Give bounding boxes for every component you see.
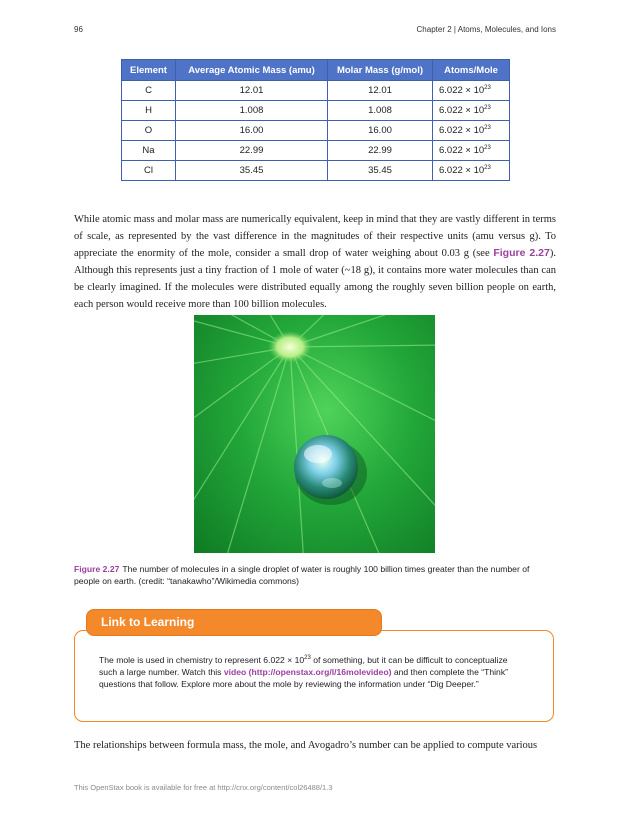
paragraph-text: ). Although this represents just a tiny fraction of 1 mole of water (~18 g), it contains more water molecules than can be clearly imagined. If the molecules were distributed equally among the roughly seven billion people on earth, each person would receive more than 100 billion molecules.	[74, 248, 556, 310]
molar-mass-cell: 12.01	[328, 81, 433, 101]
body-paragraph: The relationships between formula mass, the mole, and Avogadro’s number can be applied to compute various	[74, 740, 538, 751]
page-number: 96	[74, 25, 83, 34]
water-droplet-photo	[194, 315, 435, 553]
element-cell: O	[122, 121, 176, 141]
atomic-mass-cell: 12.01	[176, 81, 328, 101]
atoms-per-mole-cell	[433, 101, 510, 121]
atoms-per-mole-cell	[433, 121, 510, 141]
element-cell: H	[122, 101, 176, 121]
table-row	[122, 141, 510, 161]
chapter-header: Chapter 2 | Atoms, Molecules, and Ions	[416, 25, 556, 34]
exponent: 23	[304, 655, 311, 661]
table-header-row	[122, 60, 510, 81]
atomic-mass-cell: 35.45	[176, 161, 328, 181]
page-footer: This OpenStax book is available for free at http://cnx.org/content/col26488/1.3	[74, 783, 333, 792]
ltl-text-part: The mole is used in chemistry to represent 6.022 × 10	[99, 655, 305, 665]
exponent: 23	[484, 145, 491, 151]
atoms-value: 6.022 × 10	[439, 165, 485, 176]
body-paragraph	[74, 211, 556, 313]
atomic-mass-cell: 1.008	[176, 101, 328, 121]
molar-mass-table	[121, 59, 510, 181]
link-to-learning-title: Link to Learning	[86, 609, 382, 636]
caption-text: The number of molecules in a single droplet of water is roughly 100 billion times greater than the number of people on earth. (credit: “tanakawho”/Wikimedia commons)	[74, 564, 530, 586]
figure-caption	[74, 563, 544, 587]
figure-reference-link[interactable]: Figure 2.27	[493, 247, 550, 259]
link-to-learning-text	[99, 652, 519, 690]
ltl-text-part: of something, but it can be difficult to conceptualize such a large number. Watch this	[99, 655, 508, 677]
table-row	[122, 121, 510, 141]
molar-mass-cell: 35.45	[328, 161, 433, 181]
table-row	[122, 81, 510, 101]
atomic-mass-cell: 22.99	[176, 141, 328, 161]
atoms-per-mole-cell	[433, 141, 510, 161]
atoms-value: 6.022 × 10	[439, 85, 485, 96]
atomic-mass-cell: 16.00	[176, 121, 328, 141]
video-link[interactable]: video (http://openstax.org/l/16molevideo)	[223, 667, 392, 677]
exponent: 23	[484, 165, 491, 171]
element-cell: C	[122, 81, 176, 101]
atoms-per-mole-cell	[433, 161, 510, 181]
figure-label: Figure 2.27	[74, 564, 120, 574]
atoms-value: 6.022 × 10	[439, 125, 485, 136]
exponent: 23	[484, 85, 491, 91]
molar-mass-cell: 16.00	[328, 121, 433, 141]
exponent: 23	[484, 125, 491, 131]
leaf-illustration	[194, 315, 435, 553]
atoms-value: 6.022 × 10	[439, 105, 485, 116]
column-header: Average Atomic Mass (amu)	[176, 60, 328, 81]
exponent: 23	[484, 105, 491, 111]
atoms-value: 6.022 × 10	[439, 145, 485, 156]
atoms-per-mole-cell	[433, 81, 510, 101]
table-row	[122, 161, 510, 181]
table-row	[122, 101, 510, 121]
ltl-text-part: and then complete the “Think” questions that follow. Explore more about the mole by reviewing the information under “Dig Deeper.”	[99, 667, 508, 689]
element-cell: Cl	[122, 161, 176, 181]
element-cell: Na	[122, 141, 176, 161]
molar-mass-cell: 22.99	[328, 141, 433, 161]
column-header: Element	[122, 60, 176, 81]
column-header: Atoms/Mole	[433, 60, 510, 81]
paragraph-text: While atomic mass and molar mass are numerically equivalent, keep in mind that they are vastly different in terms of scale, as represented by the vast difference in the magnitudes of their respective units (amu versus g). To appreciate the enormity of the mole, consider a small drop of water weighing about 0.03 g (see	[74, 214, 556, 259]
column-header: Molar Mass (g/mol)	[328, 60, 433, 81]
molar-mass-cell: 1.008	[328, 101, 433, 121]
